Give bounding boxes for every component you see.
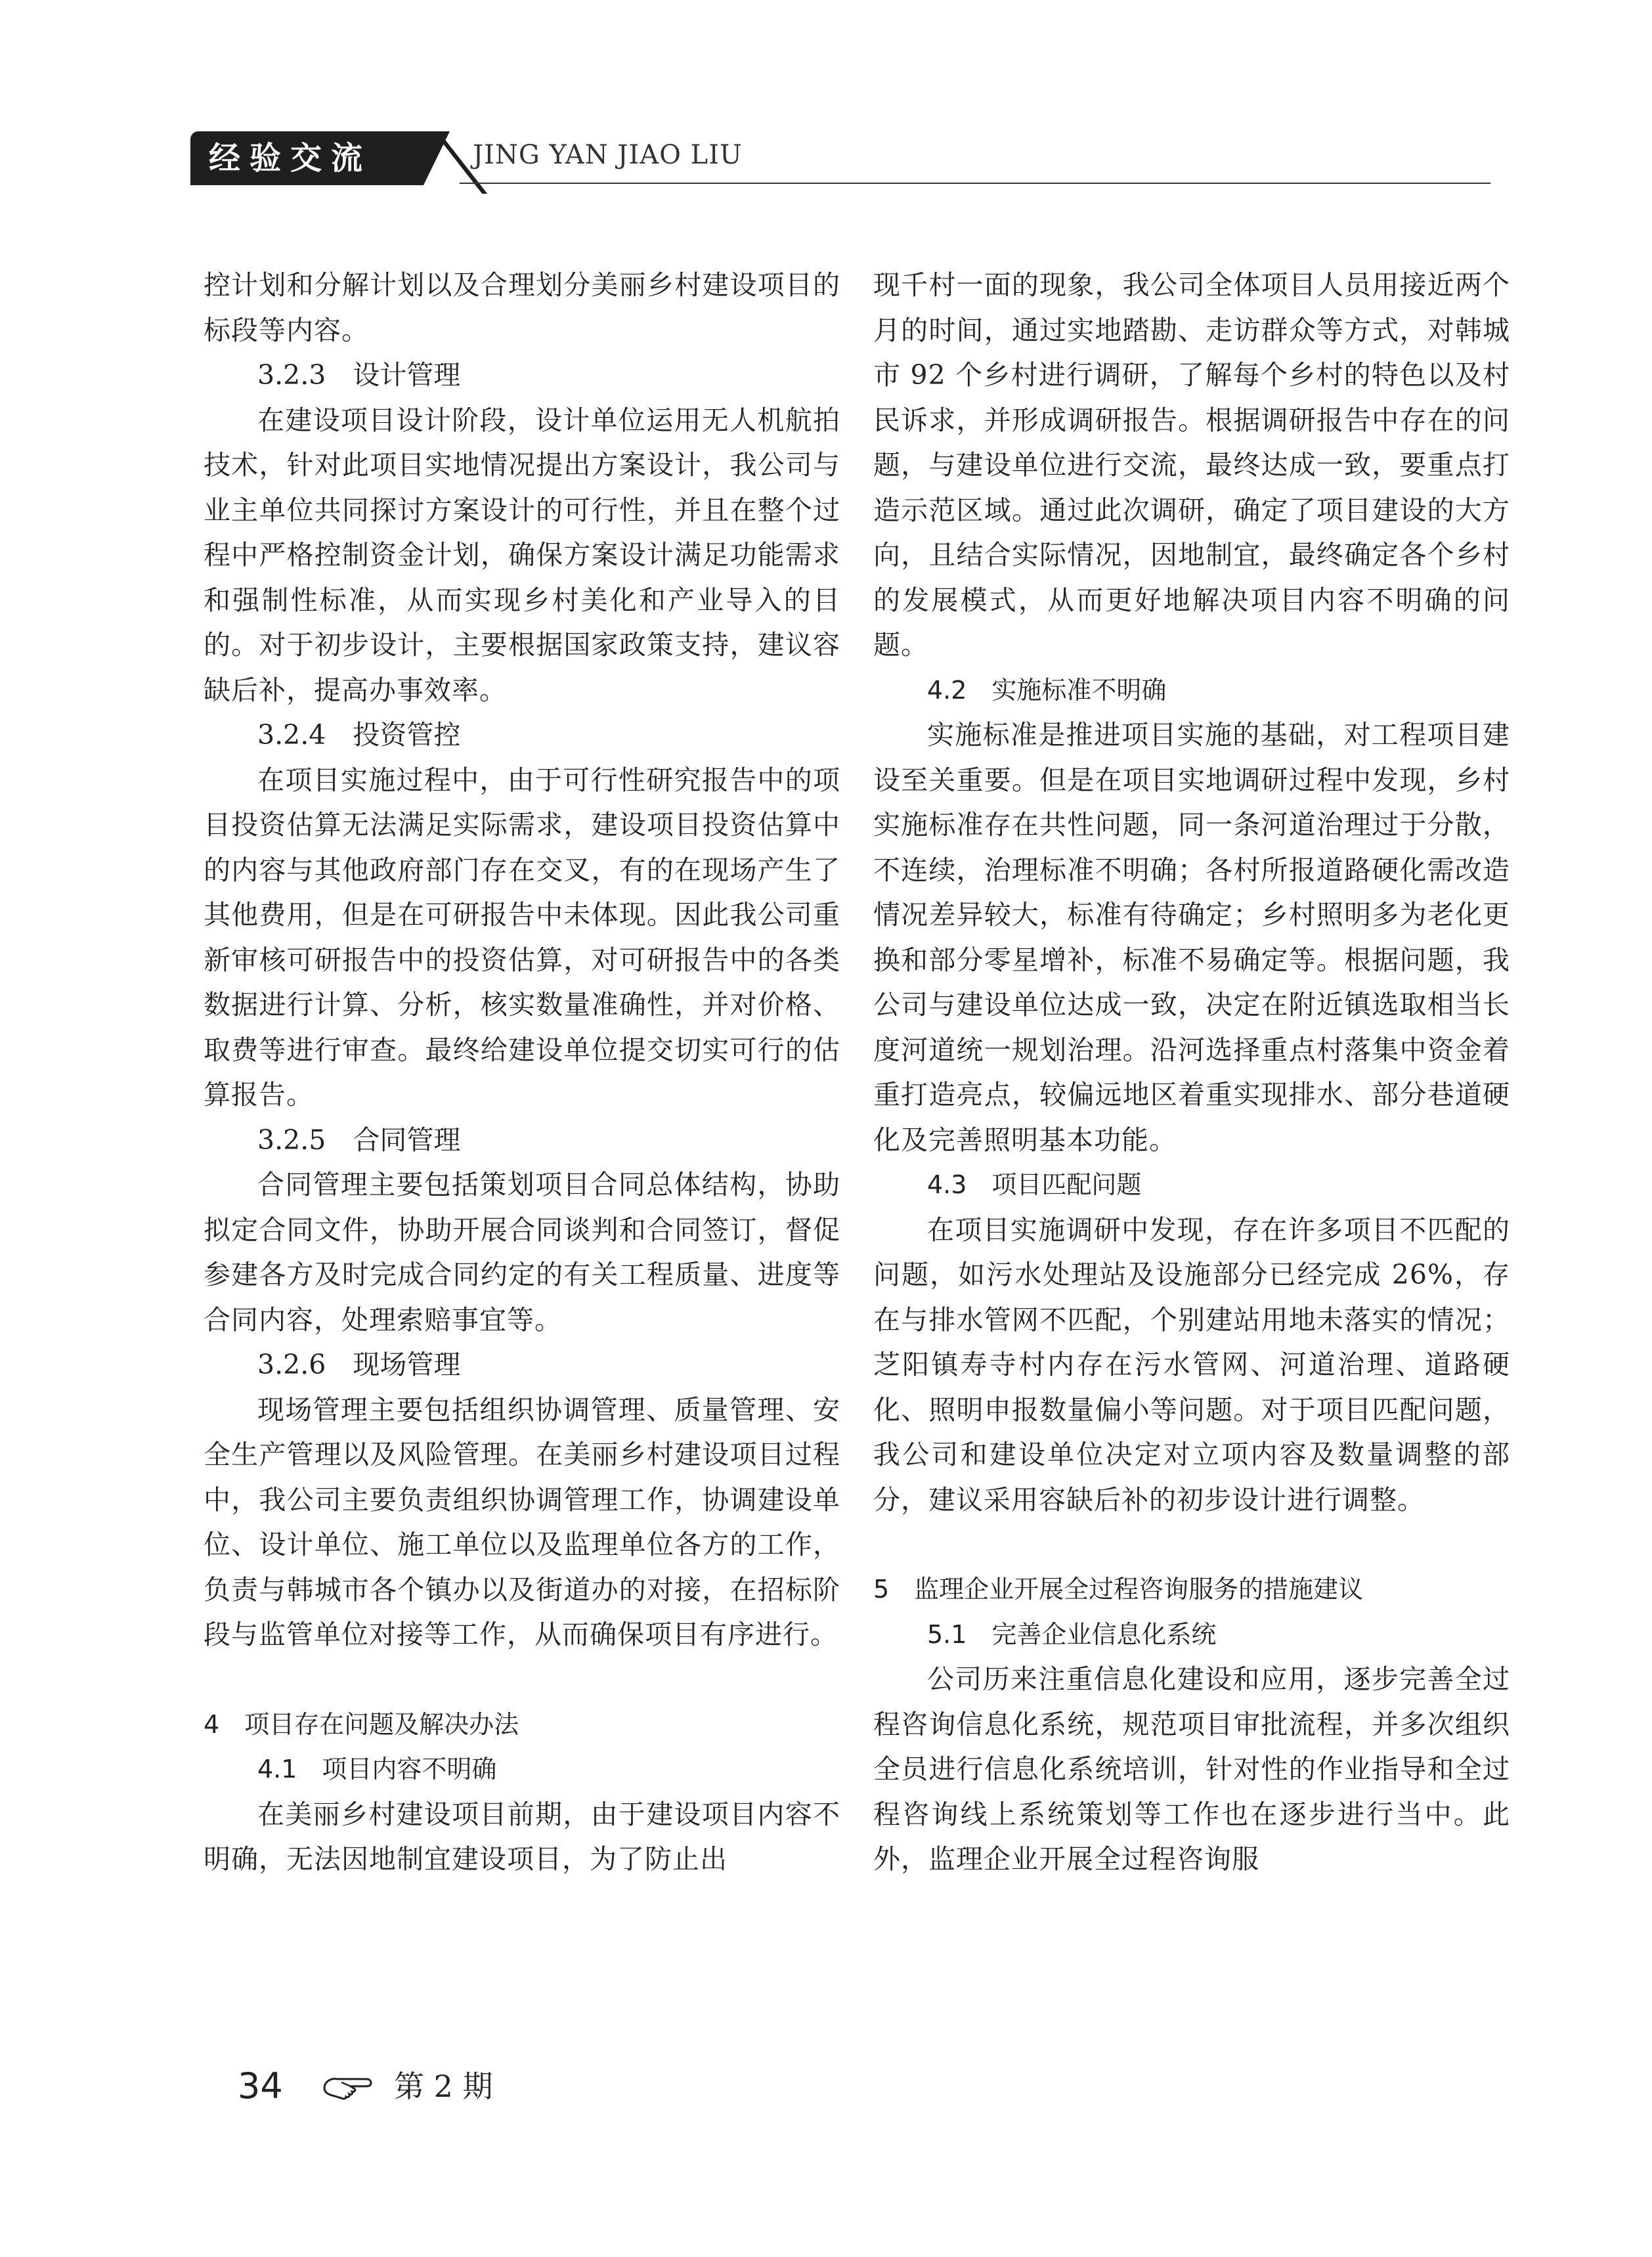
right-column: [873, 263, 1510, 1882]
subsection-heading: 3.2.6 现场管理: [257, 1349, 461, 1380]
paragraph: 现千村一面的现象，我公司全体项目人员用接近两个月的时间，通过实地踏勘、走访群众等方式，对韩城市 92 个乡村进行调研，了解每个乡村的特色以及村民诉求，并形成调研报告。根据调研报告中存在的问题，与建设单位进行交流，最终达成一致，要重点打造示范区域。通过此次调研，确定了项目建设的大方向，且结合实际情况，因地制宜，最终确定各个乡村的发展模式，从而更好地解决项目内容不明确的问题。: [873, 269, 1510, 661]
page-number: 34: [238, 2065, 283, 2107]
paragraph: 现场管理主要包括组织协调管理、质量管理、安全生产管理以及风险管理。在美丽乡村建设项目过程中，我公司主要负责组织协调管理工作，协调建设单位、设计单位、施工单位以及监理单位各方的工作，负责与韩城市各个镇办以及街道办的对接，在招标阶段与监管单位对接等工作，从而确保项目有序进行。: [204, 1393, 840, 1650]
header-rule: [460, 183, 1490, 184]
subsection-heading: 3.2.3 设计管理: [257, 359, 461, 391]
issue-label: 第 2 期: [394, 2069, 493, 2104]
section-pinyin: JING YAN JIAO LIU: [473, 140, 743, 170]
paragraph: 实施标准是推进项目实施的基础，对工程项目建设至关重要。但是在项目实地调研过程中发现，乡村实施标准存在共性问题，同一条河道治理过于分散，不连续，治理标准不明确；各村所报道路硬化需改造情况差异较大，标准有待确定；乡村照明多为老化更换和部分零星增补，标准不易确定等。根据问题，我公司与建设单位达成一致，决定在附近镇选取相当长度河道统一规划治理。沿河选择重点村落集中资金着重打造亮点，较偏远地区着重实现排水、部分巷道硬化及完善照明基本功能。: [873, 719, 1510, 1156]
paragraph: 在建设项目设计阶段，设计单位运用无人机航拍技术，针对此项目实地情况提出方案设计，我公司与业主单位共同探讨方案设计的可行性，并且在整个过程中严格控制资金计划，确保方案设计满足功能需求和强制性标准，从而实现乡村美化和产业导入的目的。对于初步设计，主要根据国家政策支持，建议容缺后补，提高办事效率。: [204, 404, 840, 706]
section-heading: 4 项目存在问题及解决办法: [204, 1709, 519, 1739]
left-column: [204, 263, 840, 1882]
paragraph: 合同管理主要包括策划项目合同总体结构，协助拟定合同文件，协助开展合同谈判和合同签订，督促参建各方及时完成合同约定的有关工程质量、进度等合同内容，处理索赔事宜等。: [204, 1169, 840, 1336]
paragraph: 在美丽乡村建设项目前期，由于建设项目内容不明确，无法因地制宜建设项目，为了防止出: [204, 1798, 840, 1875]
section-heading: 5 监理企业开展全过程咨询服务的措施建议: [873, 1575, 1364, 1604]
subsection-heading: 3.2.5 合同管理: [257, 1124, 461, 1156]
section-spacer: [873, 1522, 1510, 1567]
subsection-heading: 5.1 完善企业信息化系统: [927, 1619, 1217, 1649]
subsection-heading: 4.1 项目内容不明确: [257, 1755, 497, 1784]
subsection-heading: 3.2.4 投资管控: [257, 719, 461, 751]
paragraph: 在项目实施调研中发现，存在许多项目不匹配的问题，如污水处理站及设施部分已经完成 26%，存在与排水管网不匹配，个别建站用地未落实的情况；芝阳镇寿寺村内存在污水管网、河道治理、道路硬化、照明申报数量偏小等问题。对于项目匹配问题，我公司和建设单位决定对立项内容及数量调整的部分，建议采用容缺后补的初步设计进行调整。: [873, 1214, 1510, 1516]
pointing-hand-icon: [322, 2069, 373, 2101]
paragraph: 公司历来注重信息化建设和应用，逐步完善全过程咨询信息化系统，规范项目审批流程，并多次组织全员进行信息化系统培训，针对性的作业指导和全过程咨询线上系统策划等工作也在逐步进行当中。此外，监理企业开展全过程咨询服: [873, 1663, 1510, 1875]
paragraph: 在项目实施过程中，由于可行性研究报告中的项目投资估算无法满足实际需求，建设项目投资估算中的内容与其他政府部门存在交叉，有的在现场产生了其他费用，但是在可研报告中未体现。因此我公司重新审核可研报告中的投资估算，对可研报告中的各类数据进行计算、分析，核实数量准确性，并对价格、取费等进行审查。最终给建设单位提交切实可行的估算报告。: [204, 764, 840, 1110]
section-tab: [190, 131, 424, 185]
subsection-heading: 4.3 项目匹配问题: [927, 1170, 1142, 1199]
paragraph: 控计划和分解计划以及合理划分美丽乡村建设项目的标段等内容。: [204, 269, 840, 346]
subsection-heading: 4.2 实施标准不明确: [927, 675, 1167, 705]
section-spacer: [204, 1657, 840, 1702]
section-label: 经验交流: [209, 140, 372, 177]
